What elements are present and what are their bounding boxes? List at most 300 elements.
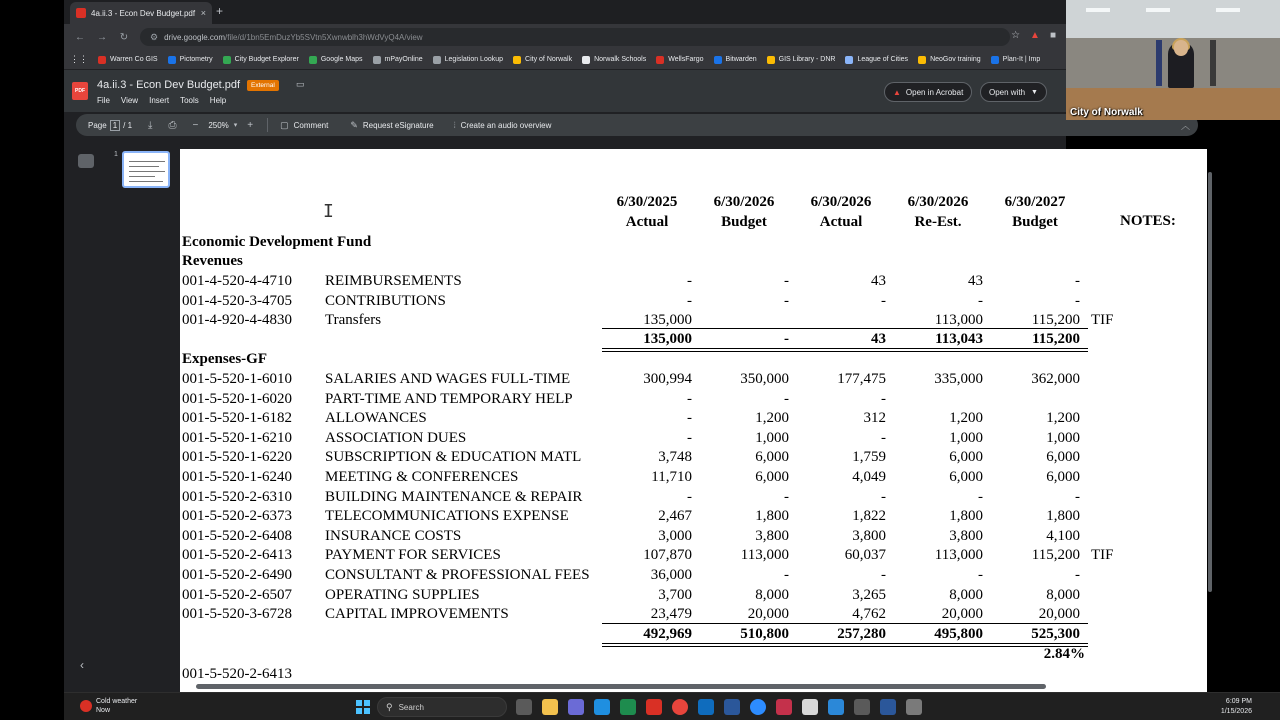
- minus-icon[interactable]: −: [192, 119, 199, 131]
- print-icon[interactable]: ⎙: [168, 119, 177, 131]
- plus-icon[interactable]: +: [247, 119, 254, 131]
- table-row: [180, 506, 1207, 526]
- cell-value: 8,000: [755, 586, 789, 603]
- tab-strip: [64, 0, 1066, 24]
- cell-value: 6,000: [755, 469, 789, 485]
- total-value: 43: [871, 331, 886, 347]
- total-value: 115,200: [1032, 331, 1080, 347]
- table-row: [180, 447, 1207, 467]
- cell-value: 6,000: [949, 469, 983, 485]
- account-code: 001-5-520-1-6210: [182, 429, 292, 446]
- cell-value: 1,800: [755, 508, 789, 525]
- header-type: Budget: [721, 214, 767, 230]
- cell-value: 3,800: [755, 527, 789, 544]
- taskbar: [64, 692, 1280, 720]
- bookmark-label: GIS Library - DNR: [778, 56, 836, 63]
- open-with-label: Open with: [989, 87, 1026, 97]
- comment-label: Comment: [293, 120, 329, 130]
- revenues-title: Revenues: [182, 253, 243, 269]
- new-tab-button[interactable]: +: [216, 4, 224, 18]
- section-row: [180, 251, 1207, 271]
- acrobat-app-icon[interactable]: [646, 699, 662, 715]
- bookmark-star-icon[interactable]: ☆: [1011, 30, 1021, 41]
- table-row: [180, 467, 1207, 487]
- vertical-scrollbar[interactable]: [1208, 172, 1212, 592]
- cell-value: 1,000: [949, 429, 983, 446]
- site-info-icon[interactable]: ⚙: [150, 31, 159, 42]
- bookmark-favicon-icon: [767, 56, 775, 64]
- browser-tab[interactable]: [70, 2, 212, 24]
- bookmarks-bar: [64, 50, 1066, 70]
- request-esignature-button[interactable]: [350, 120, 433, 131]
- cell-value: -: [978, 488, 983, 505]
- video-caption: City of Norwalk: [1070, 107, 1143, 118]
- cell-value: 312: [863, 410, 886, 427]
- cell-value: 107,870: [643, 547, 692, 564]
- cell-value: 1,200: [949, 410, 983, 427]
- cell-value: 113,000: [934, 312, 983, 328]
- weather-widget[interactable]: [80, 697, 137, 715]
- cell-value: -: [881, 390, 886, 407]
- collapse-toolbar-icon[interactable]: ︿: [1180, 121, 1190, 131]
- bookmark-favicon-icon: [373, 56, 381, 64]
- zoom-chevron-icon[interactable]: ▾: [233, 122, 238, 129]
- back-icon[interactable]: ←: [75, 31, 85, 43]
- gear-icon[interactable]: [906, 699, 922, 715]
- cell-value: 8,000: [1046, 586, 1080, 603]
- cell-value: 6,000: [755, 449, 789, 466]
- footer-account: 001-5-520-2-6413: [182, 666, 292, 682]
- header-date: 6/30/2027: [1004, 194, 1066, 210]
- line-description: PART-TIME AND TEMPORARY HELP: [325, 390, 573, 407]
- cell-value: 43: [871, 273, 886, 289]
- cell-value: 3,800: [949, 527, 983, 544]
- column-header: [990, 192, 1080, 232]
- account-code: 001-5-520-3-6728: [182, 606, 292, 623]
- line-description: INSURANCE COSTS: [325, 527, 462, 544]
- close-tab-icon[interactable]: ×: [200, 8, 206, 18]
- menu-bar: [97, 96, 226, 105]
- url-field[interactable]: [140, 28, 1010, 46]
- fund-title-row: [180, 232, 1207, 252]
- search-icon: ⚲: [386, 701, 393, 712]
- pdf-favicon-icon: [76, 8, 86, 18]
- file-explorer-icon[interactable]: [542, 699, 558, 715]
- cell-value: -: [784, 292, 789, 309]
- bookmark-label: Plan-It | Imp: [1002, 56, 1041, 63]
- cell-value: 1,000: [1046, 429, 1080, 446]
- account-code: 001-5-520-2-6408: [182, 527, 292, 544]
- table-row: [180, 545, 1207, 565]
- bookmark-favicon-icon: [98, 56, 106, 64]
- chevron-left-icon[interactable]: ‹: [80, 658, 84, 672]
- line-description: MEETING & CONFERENCES: [325, 469, 519, 485]
- cell-value: 1,200: [755, 410, 789, 427]
- bookmark-label: League of Cities: [857, 56, 909, 63]
- speaker-head: [1174, 40, 1188, 56]
- cell-value: -: [687, 273, 692, 289]
- thumbnail-toggle-icon[interactable]: [78, 154, 94, 168]
- total-value: 510,800: [740, 626, 789, 642]
- weather-line2: Now: [96, 707, 111, 714]
- taskbar-search[interactable]: [377, 697, 507, 717]
- cell-value: -: [687, 292, 692, 309]
- cell-value: 115,200: [1031, 547, 1080, 564]
- page-total: / 1: [123, 120, 133, 130]
- cell-value: 6,000: [1046, 449, 1080, 466]
- drive-header: [64, 70, 1066, 112]
- address-bar-row: [64, 24, 1066, 50]
- header-date: 6/30/2026: [810, 194, 872, 210]
- cell-value: 36,000: [650, 567, 692, 583]
- word-icon[interactable]: [724, 699, 740, 715]
- bookmark-item[interactable]: [767, 56, 836, 64]
- cell-value: 4,049: [852, 469, 886, 485]
- page-thumbnail[interactable]: [122, 151, 170, 188]
- cell-value: -: [784, 390, 789, 407]
- bookmark-item[interactable]: [223, 56, 299, 64]
- toolbar-divider: [267, 118, 268, 132]
- system-clock[interactable]: [1221, 697, 1252, 717]
- column-header: [602, 192, 692, 232]
- comment-icon: ▢: [280, 119, 289, 130]
- bookmark-label: Bitwarden: [725, 56, 757, 63]
- bookmark-label: Legislation Lookup: [444, 56, 504, 63]
- audio-overview-button[interactable]: [454, 120, 552, 131]
- line-description: PAYMENT FOR SERVICES: [325, 547, 501, 564]
- bookmark-item[interactable]: [582, 56, 646, 64]
- expense-total-row: [180, 624, 1207, 644]
- horizontal-scrollbar[interactable]: [196, 684, 1046, 689]
- percent-change: 2.84%: [1043, 646, 1085, 662]
- cell-value: 8,000: [949, 586, 983, 603]
- line-description: CAPITAL IMPROVEMENTS: [325, 606, 509, 623]
- edge-icon[interactable]: [594, 699, 610, 715]
- header-date: 6/30/2026: [713, 194, 775, 210]
- line-description: SALARIES AND WAGES FULL-TIME: [325, 371, 571, 387]
- address-icons: [1011, 30, 1056, 41]
- cell-value: -: [881, 429, 886, 446]
- cell-value: -: [784, 273, 789, 289]
- cell-value: 300,994: [643, 371, 692, 387]
- menu-view[interactable]: View: [120, 96, 139, 105]
- bookmark-item[interactable]: [513, 56, 572, 64]
- cell-value: -: [1075, 292, 1080, 309]
- bookmark-label: Warren Co GIS: [110, 56, 158, 63]
- task-view-icon[interactable]: [516, 699, 532, 715]
- bookmark-label: NeoGov training: [930, 56, 981, 63]
- bookmark-label: Norwalk Schools: [594, 56, 647, 63]
- cell-value: 6,000: [949, 449, 983, 466]
- cell-value: 4,100: [1046, 527, 1080, 544]
- cell-value: 3,700: [658, 586, 692, 603]
- cell-value: 23,479: [650, 606, 692, 623]
- table-row: [180, 585, 1207, 605]
- page-number-input[interactable]: 1: [110, 120, 120, 131]
- thumbnail-line: [129, 171, 165, 172]
- ceiling-light: [1216, 8, 1240, 12]
- bookmark-label: City of Norwalk: [525, 56, 573, 63]
- watermark-icon: m: [1102, 650, 1127, 683]
- total-value: 525,300: [1031, 626, 1080, 642]
- cell-value: 43: [968, 273, 983, 289]
- column-header: [893, 192, 983, 232]
- bookmark-item[interactable]: [991, 56, 1041, 64]
- account-code: 001-5-520-2-6490: [182, 567, 292, 583]
- cell-value: -: [1075, 273, 1080, 289]
- account-code: 001-4-520-4-4710: [182, 273, 292, 289]
- bookmark-favicon-icon: [513, 56, 521, 64]
- cell-value: 4,762: [852, 606, 886, 623]
- snipping-tool-icon[interactable]: [802, 699, 818, 715]
- bookmark-favicon-icon: [168, 56, 176, 64]
- pdf-toolbar: [76, 114, 1198, 136]
- account-code: 001-5-520-1-6220: [182, 449, 292, 466]
- url-path: /file/d/1bn5EmDuzYb5SVtn5Xwnwblh3hWdVyQ4A/view: [225, 32, 423, 42]
- cell-value: -: [1075, 488, 1080, 505]
- section-row: [180, 349, 1207, 369]
- cell-value: 1,200: [1046, 410, 1080, 427]
- bookmark-label: mPayOnline: [384, 56, 423, 63]
- download-icon[interactable]: ⤓: [148, 119, 153, 131]
- acrobat-extension-icon[interactable]: ▲: [1030, 30, 1040, 41]
- cell-value: -: [784, 488, 789, 505]
- pdf-page: [180, 149, 1207, 692]
- weather-icon: [80, 700, 92, 712]
- table-row: [180, 271, 1207, 291]
- bookmark-item[interactable]: [714, 56, 757, 64]
- percent-row: [180, 644, 1207, 664]
- total-value: 113,043: [935, 331, 983, 347]
- settings-icon[interactable]: [854, 699, 870, 715]
- bookmark-item[interactable]: [845, 56, 908, 64]
- line-description: OPERATING SUPPLIES: [325, 586, 480, 603]
- cell-value: 20,000: [747, 606, 789, 623]
- menu-tools[interactable]: Tools: [180, 96, 199, 105]
- table-row: [180, 291, 1207, 311]
- notes-header: NOTES:: [1120, 213, 1176, 229]
- ceiling-light: [1146, 8, 1170, 12]
- table-row: [180, 310, 1207, 330]
- open-in-acrobat-button[interactable]: [884, 82, 972, 102]
- signature-icon: ✎: [350, 119, 358, 130]
- weather-line1: Cold weather: [96, 698, 138, 705]
- bookmark-favicon-icon: [656, 56, 664, 64]
- table-row: [180, 389, 1207, 409]
- line-description: TELECOMMUNICATIONS EXPENSE: [325, 508, 569, 525]
- header-date: 6/30/2025: [616, 194, 678, 210]
- account-code: 001-5-520-2-6373: [182, 508, 292, 525]
- cell-value: 60,037: [844, 547, 886, 564]
- tab-title: 4a.ii.3 - Econ Dev Budget.pdf: [91, 8, 196, 18]
- line-description: REIMBURSEMENTS: [325, 273, 462, 289]
- bookmark-label: City Budget Explorer: [234, 56, 299, 63]
- calculator-icon[interactable]: [828, 699, 844, 715]
- cell-value: 3,265: [852, 586, 886, 603]
- line-description: CONTRIBUTIONS: [325, 292, 446, 309]
- account-code: 001-4-520-3-4705: [182, 292, 292, 309]
- cell-value: 6,000: [1046, 469, 1080, 485]
- bookmark-item[interactable]: [168, 56, 213, 64]
- note-value: TIF: [1091, 312, 1114, 328]
- pdf-file-icon: PDF: [72, 82, 88, 100]
- cell-value: 350,000: [740, 371, 789, 387]
- table-row: [180, 369, 1207, 389]
- zoom-level[interactable]: 250%: [208, 120, 229, 130]
- acrobat-icon: ▲: [893, 87, 901, 97]
- bookmark-label: Google Maps: [320, 56, 363, 63]
- move-folder-icon[interactable]: ▭: [296, 79, 305, 89]
- line-description: ASSOCIATION DUES: [325, 429, 467, 446]
- cell-value: 1,000: [755, 429, 789, 446]
- footer-row: [180, 664, 1207, 684]
- comment-button[interactable]: [280, 120, 328, 131]
- cell-value: -: [881, 488, 886, 505]
- cell-value: -: [978, 292, 983, 309]
- text-cursor-icon: I: [323, 201, 334, 222]
- open-with-button[interactable]: [980, 82, 1047, 102]
- header-type: Budget: [1012, 214, 1058, 230]
- line-description: CONSULTANT & PROFESSIONAL FEES: [325, 567, 590, 583]
- cell-value: 3,000: [658, 527, 692, 544]
- bookmark-item[interactable]: [918, 56, 981, 64]
- cell-value: 2,467: [658, 508, 692, 525]
- left-rail: [64, 140, 108, 692]
- note-value: TIF: [1091, 547, 1114, 564]
- bookmark-favicon-icon: [991, 56, 999, 64]
- meeting-video-feed: [1066, 0, 1280, 120]
- cell-value: -: [687, 429, 692, 446]
- cell-value: 3,748: [658, 449, 692, 466]
- table-row: [180, 487, 1207, 507]
- open-in-acrobat-label: Open in Acrobat: [905, 87, 964, 97]
- line-description: Transfers: [325, 312, 382, 328]
- word-icon[interactable]: [880, 699, 896, 715]
- excel-icon[interactable]: [620, 699, 636, 715]
- audio-icon: ⦙: [453, 119, 456, 130]
- bookmark-label: WellsFargo: [668, 56, 704, 63]
- outlook-icon[interactable]: [698, 699, 714, 715]
- cell-value: 335,000: [934, 371, 983, 387]
- bookmark-favicon-icon: [433, 56, 441, 64]
- account-code: 001-5-520-2-6413: [182, 547, 292, 564]
- fund-title: Economic Development Fund: [182, 234, 372, 250]
- cell-value: -: [687, 410, 692, 427]
- bookmark-favicon-icon: [223, 56, 231, 64]
- total-value: 257,280: [837, 626, 886, 642]
- flag-image: [1210, 40, 1216, 86]
- clock-time: 6:09 PM: [1225, 698, 1252, 705]
- line-description: ALLOWANCES: [325, 410, 427, 427]
- total-value: -: [784, 331, 789, 347]
- cell-value: 135,000: [643, 312, 692, 328]
- cell-value: 1,822: [852, 508, 886, 525]
- chrome-icon[interactable]: [672, 699, 688, 715]
- powerpoint-icon[interactable]: [776, 699, 792, 715]
- extensions-icon[interactable]: ■: [1049, 30, 1056, 41]
- zoom-icon[interactable]: [750, 699, 766, 715]
- cell-value: -: [881, 292, 886, 309]
- forward-icon[interactable]: →: [97, 31, 107, 43]
- cell-value: -: [687, 488, 692, 505]
- clock-date: 1/15/2026: [1220, 708, 1252, 715]
- total-value: 492,969: [643, 626, 692, 642]
- header-date: 6/30/2026: [907, 194, 969, 210]
- thumbnail-line: [129, 176, 155, 177]
- reload-icon[interactable]: ↻: [119, 31, 129, 43]
- thumbnail-line: [129, 161, 165, 162]
- column-header: [699, 192, 789, 232]
- cell-value: 20,000: [941, 606, 983, 623]
- line-description: BUILDING MAINTENANCE & REPAIR: [325, 488, 583, 505]
- table-row: [180, 604, 1207, 624]
- file-title[interactable]: 4a.ii.3 - Econ Dev Budget.pdf: [97, 79, 241, 91]
- cell-value: 177,475: [837, 371, 886, 387]
- cell-value: 115,200: [1031, 312, 1080, 328]
- account-code: 001-5-520-2-6310: [182, 488, 292, 505]
- url-host: drive.google.com: [164, 32, 225, 42]
- cell-value: 1,800: [1046, 508, 1080, 525]
- header-type: Actual: [625, 214, 669, 230]
- taskbar-apps: [516, 699, 922, 715]
- apps-icon[interactable]: ⋮⋮: [70, 54, 88, 64]
- revenue-total-row: [180, 329, 1207, 349]
- video-ceiling: [1066, 0, 1280, 38]
- bookmark-item[interactable]: [373, 56, 423, 64]
- total-value: 135,000: [643, 331, 692, 347]
- esign-label: Request eSignature: [362, 120, 434, 130]
- start-button-icon[interactable]: [356, 700, 370, 714]
- audio-label: Create an audio overview: [460, 120, 552, 130]
- menu-file[interactable]: File: [97, 96, 110, 105]
- bookmark-favicon-icon: [918, 56, 926, 64]
- bookmark-item[interactable]: [309, 56, 363, 64]
- cell-value: -: [881, 567, 886, 583]
- cell-value: 11,710: [651, 469, 692, 485]
- bookmark-item[interactable]: [98, 56, 158, 64]
- bookmark-favicon-icon: [845, 56, 853, 64]
- ceiling-light: [1086, 8, 1110, 12]
- bookmark-item[interactable]: [656, 56, 703, 64]
- account-code: 001-5-520-1-6010: [182, 371, 292, 387]
- cell-value: -: [784, 567, 789, 583]
- page-label: Page: [88, 120, 107, 130]
- flag-image: [1156, 40, 1162, 86]
- cell-value: 362,000: [1031, 371, 1080, 387]
- bookmark-favicon-icon: [582, 56, 590, 64]
- account-code: 001-5-520-1-6240: [182, 469, 292, 485]
- external-badge: External: [247, 80, 279, 91]
- header-type: Re-Est.: [914, 214, 962, 230]
- total-value: 495,800: [934, 626, 983, 642]
- account-code: 001-4-920-4-4830: [182, 312, 292, 328]
- cell-value: -: [978, 567, 983, 583]
- thumbnail-line: [129, 166, 159, 167]
- table-row: [180, 565, 1207, 585]
- column-header: [796, 192, 886, 232]
- header-type: Actual: [819, 214, 863, 230]
- bookmark-item[interactable]: [433, 56, 503, 64]
- menu-help[interactable]: Help: [209, 96, 227, 105]
- search-label: Search: [398, 702, 424, 712]
- account-code: 001-5-520-1-6182: [182, 410, 292, 427]
- line-description: SUBSCRIPTION & EDUCATION MATL: [325, 449, 582, 466]
- teams-icon[interactable]: [568, 699, 584, 715]
- cell-value: -: [687, 390, 692, 407]
- expenses-title: Expenses-GF: [182, 351, 268, 367]
- browser-window: [64, 0, 1190, 692]
- menu-insert[interactable]: Insert: [149, 96, 170, 105]
